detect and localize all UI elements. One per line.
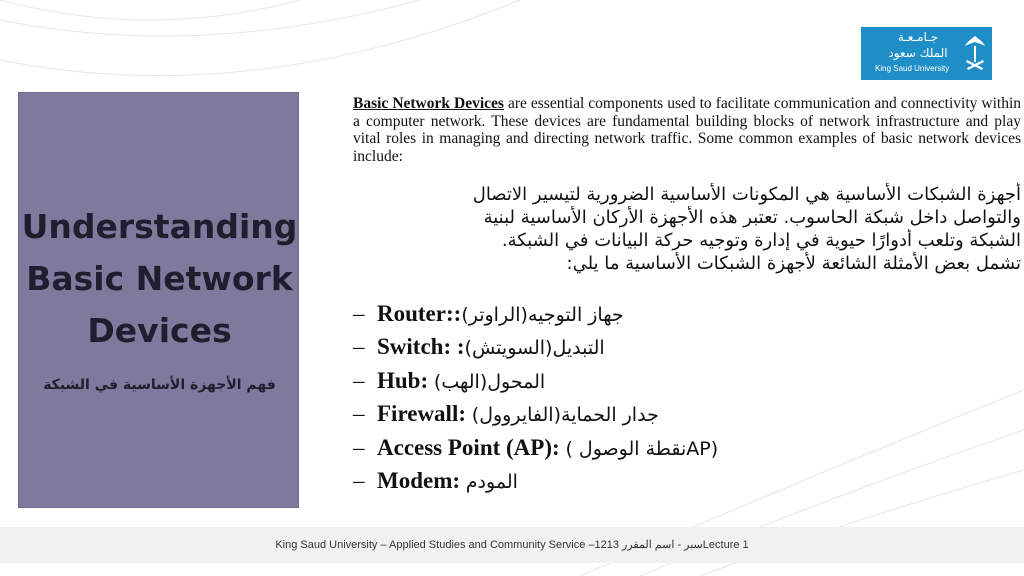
logo-arabic-line1: جـامـعـة bbox=[897, 30, 939, 44]
list-item bbox=[353, 464, 913, 497]
panel-title-line3: Devices bbox=[87, 311, 232, 350]
device-separator: : : bbox=[443, 334, 465, 360]
university-logo bbox=[861, 27, 992, 80]
arabic-line-3: الشبكة وتلعب أدوارًا حيوية في إدارة وتوجيه حركة البيانات في الشبكة. bbox=[501, 230, 1021, 251]
bullet-dash: – bbox=[353, 367, 365, 393]
device-separator: : bbox=[552, 434, 566, 460]
device-name-modem: Modem bbox=[377, 467, 453, 493]
device-arabic-firewall: (الفايروول)جدار الحماية bbox=[471, 404, 659, 427]
bullet-dash: – bbox=[353, 301, 365, 326]
panel-title bbox=[19, 201, 300, 357]
device-name-firewall: Firewall bbox=[377, 401, 459, 427]
device-separator: : bbox=[458, 401, 472, 427]
device-name-access-point: Access Point (AP) bbox=[377, 434, 553, 460]
list-item bbox=[353, 364, 913, 397]
device-name-switch: Switch bbox=[377, 334, 444, 360]
device-separator: : bbox=[420, 367, 434, 393]
device-arabic-access-point: ( نقطة الوصولAP) bbox=[565, 437, 719, 460]
bullet-dash: – bbox=[353, 334, 365, 360]
device-separator: : bbox=[452, 467, 466, 493]
logo-english-name: King Saud University bbox=[875, 64, 950, 73]
device-arabic-modem: المودم bbox=[465, 470, 518, 493]
device-list bbox=[353, 297, 913, 497]
palm-swords-emblem-icon bbox=[964, 32, 986, 74]
bullet-dash: – bbox=[353, 434, 365, 460]
arabic-paragraph bbox=[353, 183, 1021, 275]
bullet-dash: – bbox=[353, 401, 365, 427]
logo-arabic-line2: الملك سعود bbox=[888, 46, 948, 60]
intro-text: are essential components used to facilitate communication and connectivity within a computer network. These devices are fundamental building blocks of network infrastructure and play vital roles in managing and directing network traffic. Some common examples of basic network devices include: bbox=[353, 95, 1021, 165]
device-name-hub: Hub bbox=[377, 367, 421, 393]
list-item bbox=[353, 330, 913, 363]
title-panel bbox=[18, 92, 299, 508]
device-arabic-router: (الراوتر)جهاز التوجيه bbox=[461, 304, 624, 326]
arabic-line-4: تشمل بعض الأمثلة الشائعة لأجهزة الشبكات الأساسية ما يلي: bbox=[566, 253, 1021, 274]
bullet-dash: – bbox=[353, 467, 365, 493]
device-separator: :: bbox=[445, 301, 462, 326]
list-item bbox=[353, 397, 913, 430]
panel-arabic-subtitle: فهم الأجهزة الأساسية في الشبكة bbox=[43, 377, 276, 393]
device-arabic-switch: (السويتش)التبديل bbox=[464, 337, 605, 360]
arabic-line-2: والتواصل داخل شبكة الحاسوب. تعتبر هذه الأجهزة الأركان الأساسية لبنية bbox=[483, 207, 1021, 228]
intro-lead-term: Basic Network Devices bbox=[353, 95, 504, 112]
list-item bbox=[353, 297, 913, 330]
panel-title-line1: Understanding bbox=[21, 207, 298, 246]
device-arabic-hub: (الهب)المحول bbox=[433, 370, 546, 393]
panel-title-line2: Basic Network bbox=[26, 259, 293, 298]
footer-text: King Saud University – Applied Studies and Community Service –1213 سبر - اسم المقررLecture 1 bbox=[275, 539, 749, 551]
intro-paragraph bbox=[353, 95, 1021, 165]
arabic-line-1: أجهزة الشبكات الأساسية هي المكونات الأساسية الضرورية لتيسير الاتصال bbox=[472, 184, 1021, 205]
device-name-router: Router bbox=[377, 301, 446, 326]
logo-arabic-name bbox=[875, 29, 961, 61]
list-item bbox=[353, 431, 913, 464]
